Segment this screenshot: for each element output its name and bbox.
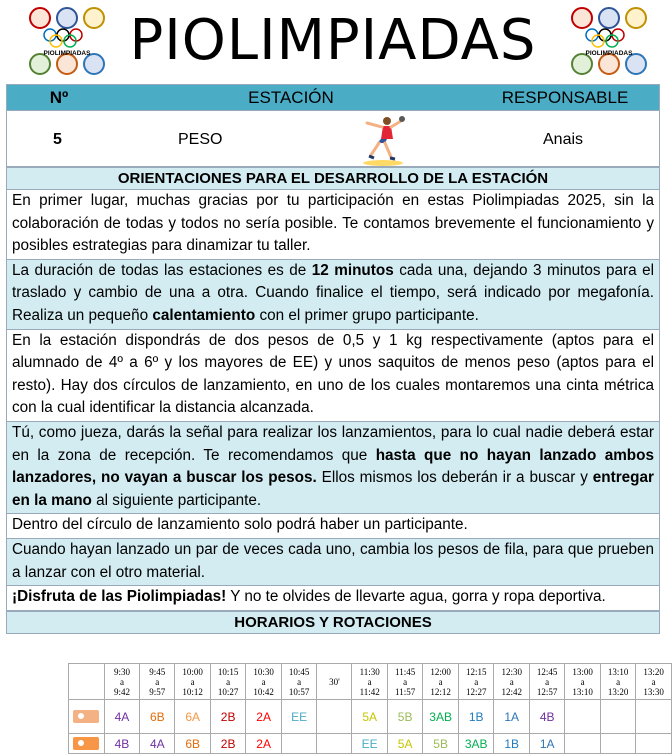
paragraph-duration: [6, 260, 660, 330]
group-cell: 5B: [387, 700, 422, 734]
time-slot-start: 9:30: [113, 666, 130, 677]
paragraph-enjoy: [6, 586, 660, 611]
group-cell: [636, 734, 672, 754]
schedule-time-row: [69, 664, 672, 700]
time-slot-start: 11:45: [395, 666, 416, 677]
time-slot-end: 13:20: [607, 686, 629, 697]
time-slot-sep: a: [474, 676, 479, 687]
group-cell: 5A: [352, 700, 387, 734]
time-slot-end: 10:27: [217, 686, 239, 697]
group-cell: 5A: [387, 734, 422, 754]
time-slot-sep: a: [616, 676, 621, 687]
group-cell: [317, 734, 352, 754]
time-slot: [423, 664, 459, 700]
judge-text-1: Tú, como jueza, darás la señal para realizar los lanzamientos, para lo cual nadie deberá estar en la zona de recepción. Te recomendamos que: [12, 423, 654, 464]
paragraph-materials: En la estación dispondrás de dos pesos de 0,5 y 1 kg respectivamente (aptos para el alumnado de 4º a 6º y los mayores de EE) y unos saquitos de menos peso (aptos para el resto). Hay dos círculos de lanzamiento, en uno de los cuales montaremos una cinta métrica con la cual identificar la distancia alcanzada.: [6, 330, 660, 422]
group-cell: 5B: [423, 734, 459, 754]
time-slot: [175, 664, 210, 700]
time-slot-sep: a: [226, 676, 231, 687]
duration-text-3: con el primer grupo participante.: [255, 306, 479, 324]
time-slot-start: 12:30: [501, 666, 522, 677]
time-slot: [104, 664, 139, 700]
time-slot-end: 9:57: [149, 686, 166, 697]
time-slot-sep: a: [155, 676, 160, 687]
paragraph-swap-weights: Cuando hayan lanzado un par de veces cada uno, cambia los pesos de fila, para que prueben a lanzar con el otro material.: [6, 539, 660, 586]
group-cell: [636, 700, 672, 734]
time-slot: [529, 664, 564, 700]
time-slot-end: 12:27: [465, 686, 487, 697]
time-slot-end: 12:57: [536, 686, 558, 697]
time-slot-start: 12:45: [536, 666, 558, 677]
group-cell: 6A: [175, 700, 210, 734]
time-slot-sep: a: [297, 676, 302, 687]
enjoy-text: Y no te olvides de llevarte agua, gorra y ropa deportiva.: [226, 588, 606, 606]
time-slot-start: 11:30: [359, 666, 380, 677]
group-cell: 1A: [529, 734, 564, 754]
group-cell: 3AB: [423, 700, 459, 734]
group-cell: [317, 700, 352, 734]
judge-hand-delivery: entregar en la mano: [12, 469, 654, 509]
paragraph-circle-rule: Dentro del círculo de lanzamiento solo podrá haber un participante.: [6, 514, 660, 539]
enjoy-heading: ¡Disfruta de las Piolimpiadas!: [12, 588, 227, 606]
time-slot-start: 13:10: [607, 666, 629, 677]
time-slot-end: 12:42: [501, 686, 522, 697]
group-cell: 1B: [458, 700, 494, 734]
column-responsible: RESPONSABLE: [501, 87, 629, 107]
column-header-row: [6, 84, 660, 111]
time-slot: [281, 664, 316, 700]
station-thumbnail-icon: [69, 734, 105, 754]
paragraph-judge: [6, 422, 660, 514]
header: [6, 0, 660, 84]
time-slot-end: 10:42: [253, 686, 274, 697]
station-number: 5: [53, 131, 62, 148]
group-cell: [565, 700, 600, 734]
time-slot: [458, 664, 494, 700]
time-slot-end: 13:30: [643, 686, 664, 697]
time-slot: [565, 664, 600, 700]
orientations-heading: ORIENTACIONES PARA EL DESARROLLO DE LA ESTACIÓN: [6, 167, 660, 190]
time-slot: [636, 664, 672, 700]
group-cell: 1B: [494, 734, 529, 754]
group-cell: 4B: [529, 700, 564, 734]
time-slot-start: 13:00: [572, 666, 593, 677]
time-slot: [140, 664, 175, 700]
group-cell: EE: [281, 700, 316, 734]
duration-text-1: La duración de todas las estaciones es de: [12, 261, 312, 279]
judge-recommendation: hasta que no hayan lanzado ambos lanzadores, no vayan a buscar los pesos.: [12, 446, 654, 487]
column-number: Nº: [49, 87, 69, 107]
group-cell: [600, 734, 635, 754]
page-title: PIOLIMPIADAS: [129, 8, 537, 73]
station-sheet: [6, 0, 660, 634]
time-slot: [600, 664, 635, 700]
group-cell: 2B: [210, 700, 245, 734]
time-slot: [494, 664, 529, 700]
group-cell: 2A: [246, 700, 281, 734]
time-slot-sep: a: [509, 676, 514, 687]
group-cell: 1A: [494, 700, 529, 734]
logo-right-label: PIOLIMPIADAS: [585, 50, 633, 57]
group-cell: 6B: [140, 700, 175, 734]
group-cell: [600, 700, 635, 734]
time-slot-sep: 30': [329, 676, 340, 687]
shot-put-athlete-icon: [357, 113, 409, 167]
schedule-group-row: [69, 734, 672, 754]
time-slot-start: 10:45: [288, 666, 310, 677]
time-slot-sep: a: [190, 676, 195, 687]
time-slot: [246, 664, 281, 700]
time-slot-start: 10:00: [182, 666, 203, 677]
station-row: [6, 111, 660, 167]
group-cell: 3AB: [458, 734, 494, 754]
group-cell: 6B: [175, 734, 210, 754]
logo-left-label: PIOLIMPIADAS: [43, 50, 91, 57]
schedule-heading: HORARIOS Y ROTACIONES: [6, 611, 660, 634]
time-slot-end: 10:57: [288, 686, 310, 697]
time-slot-sep: a: [580, 676, 585, 687]
time-slot-sep: a: [545, 676, 550, 687]
schedule-corner-cell: [69, 664, 105, 700]
time-slot: [352, 664, 387, 700]
time-slot-end: 11:42: [359, 686, 380, 697]
time-slot-start: 10:15: [217, 666, 239, 677]
group-cell: 2A: [246, 734, 281, 754]
judge-text-2: Ellos mismos los deberán ir a buscar y: [316, 469, 593, 487]
warmup-keyword: calentamiento: [152, 306, 256, 324]
schedule-table: [68, 663, 672, 754]
time-slot-start: 12:00: [430, 666, 451, 677]
olympic-logo-right-icon: [568, 6, 650, 78]
time-slot: [387, 664, 422, 700]
duration-minutes: 12 minutos: [311, 261, 394, 279]
group-cell: EE: [352, 734, 387, 754]
paragraph-intro: En primer lugar, muchas gracias por tu participación en estas Piolimpiadas 2025, sin la colaboración de todas y todos no sería posible. Te contamos brevemente el funcionamiento y posibles estrategias para dinamizar tu taller.: [6, 190, 660, 260]
group-cell: 4B: [104, 734, 139, 754]
judge-text-3: al siguiente participante.: [91, 491, 262, 509]
time-slot-end: 9:42: [113, 686, 130, 697]
time-slot: [317, 664, 352, 700]
station-name: PESO: [178, 131, 223, 148]
time-slot-end: 11:57: [395, 686, 416, 697]
time-slot-sep: a: [438, 676, 443, 687]
time-slot-start: 13:20: [643, 666, 664, 677]
station-responsible: Anais: [543, 131, 584, 148]
time-slot-sep: a: [367, 676, 372, 687]
time-slot-end: 10:12: [182, 686, 203, 697]
time-slot-end: 12:12: [430, 686, 451, 697]
time-slot-sep: a: [403, 676, 408, 687]
duration-text-2: cada una, dejando 3 minutos para el traslado y cambio de una a otra. Cuando finalice el tiempo, será indicado por megafonía. Realiza un pequeño: [12, 261, 655, 324]
group-cell: 2B: [210, 734, 245, 754]
schedule-group-row: [69, 700, 672, 734]
time-slot: [210, 664, 245, 700]
time-slot-end: 13:10: [572, 686, 593, 697]
group-cell: 4A: [140, 734, 175, 754]
group-cell: [281, 734, 316, 754]
time-slot-sep: a: [651, 676, 656, 687]
column-station: ESTACIÓN: [248, 87, 334, 107]
station-thumbnail-icon: [69, 700, 105, 734]
time-slot-start: 9:45: [149, 666, 166, 677]
group-cell: [565, 734, 600, 754]
time-slot-start: 10:30: [253, 666, 274, 677]
time-slot-start: 12:15: [465, 666, 487, 677]
time-slot-sep: a: [119, 676, 124, 687]
group-cell: 4A: [104, 700, 139, 734]
time-slot-sep: a: [261, 676, 266, 687]
